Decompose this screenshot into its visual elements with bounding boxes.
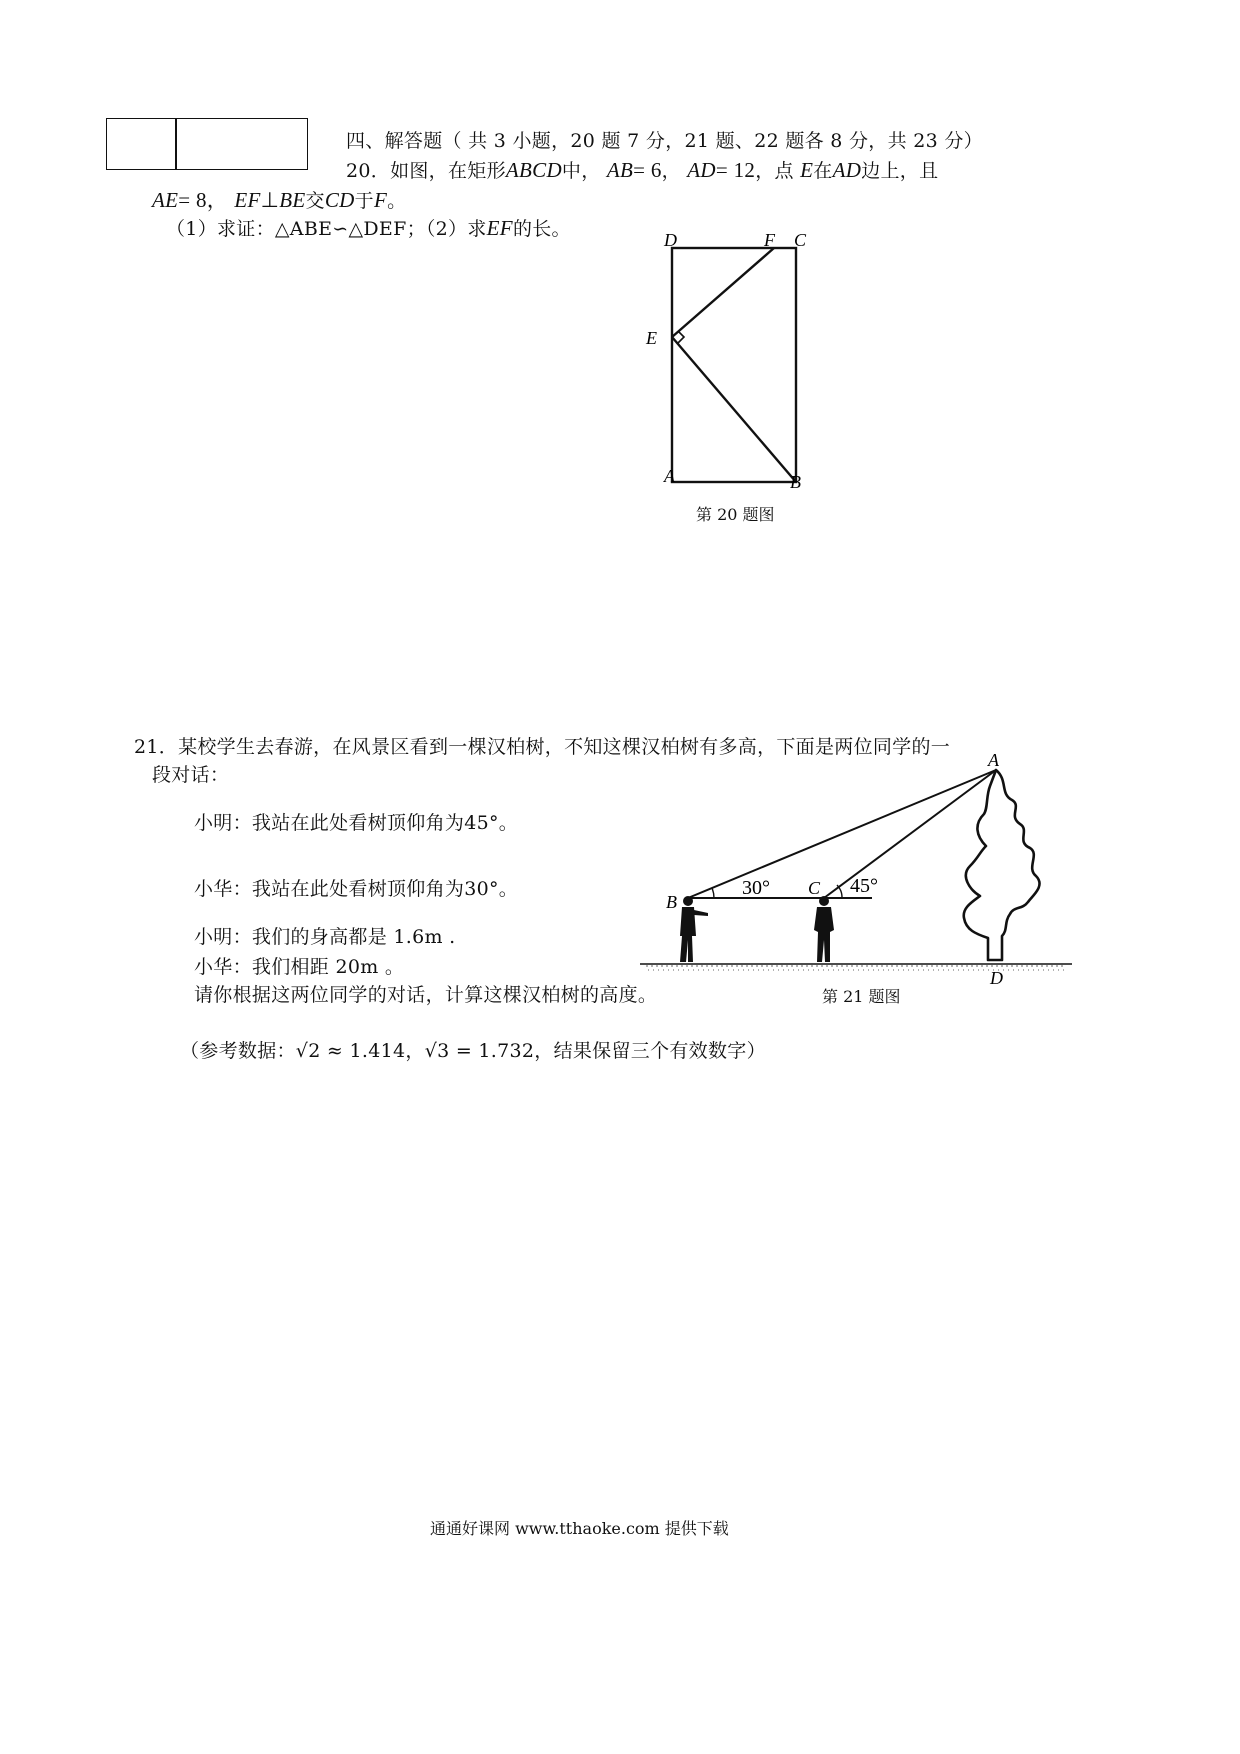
label-d: D xyxy=(664,230,677,250)
label-c: C xyxy=(808,878,821,898)
right-angle-mark xyxy=(678,331,684,343)
score-box-divider xyxy=(175,119,177,169)
segment-be xyxy=(672,337,796,482)
q20-parts: （1）求证：△ABE∽△DEF；（2）求EF的长。 xyxy=(166,216,571,240)
label-d: D xyxy=(990,968,1003,988)
label-e: E xyxy=(646,328,657,348)
figure-20 xyxy=(640,222,820,492)
q21-dialogue-1: 小明：我站在此处看树顶仰角为45°。 xyxy=(194,812,519,834)
q21-dialogue-4: 小华：我们相距 20m 。 xyxy=(194,956,405,978)
sight-line-ba xyxy=(688,770,996,898)
figure-20-caption: 第 20 题图 xyxy=(696,505,775,524)
figure-21-caption: 第 21 题图 xyxy=(822,987,901,1006)
angle-arc-30 xyxy=(712,888,714,898)
q21-line1: 21．某校学生去春游，在风景区看到一棵汉柏树，不知这棵汉柏树有多高，下面是两位同学的一 xyxy=(134,736,951,758)
label-b: B xyxy=(666,892,677,912)
person-b-icon xyxy=(680,896,708,962)
q21-dialogue-5: 请你根据这两位同学的对话，计算这棵汉柏树的高度。 xyxy=(194,984,658,1006)
figure-21 xyxy=(636,750,1076,990)
q21-reference: （参考数据：√2 ≈ 1.414，√3 = 1.732，结果保留三个有效数字） xyxy=(180,1040,766,1062)
label-a: A xyxy=(988,750,999,770)
label-f: F xyxy=(764,230,775,250)
label-c: C xyxy=(794,230,807,250)
page-footer: 通通好课网 www.tthaoke.com 提供下载 xyxy=(430,1519,729,1538)
q21-dialogue-2: 小华：我站在此处看树顶仰角为30°。 xyxy=(194,878,519,900)
q20-line2: AE= 8， EF⊥BE交CD于F。 xyxy=(152,188,407,212)
score-box xyxy=(106,118,308,170)
q21-dialogue-3: 小明：我们的身高都是 1.6m . xyxy=(194,926,456,948)
q21-line2: 段对话： xyxy=(152,764,230,786)
label-b: B xyxy=(790,472,801,492)
section-heading: 四、解答题（ 共 3 小题，20 题 7 分，21 题、22 题各 8 分，共 23 分） xyxy=(346,130,983,152)
angle-label-30: 30° xyxy=(742,877,770,899)
person-c-icon xyxy=(814,896,834,962)
label-a: A xyxy=(664,466,675,486)
angle-label-45: 45° xyxy=(850,875,878,897)
ground-hatching xyxy=(646,966,1068,970)
cypress-tree-icon xyxy=(964,770,1040,960)
q20-line1: 20．如图，在矩形ABCD中， AB= 6， AD= 12，点 E在AD边上，且 xyxy=(346,158,939,182)
segment-ef xyxy=(672,248,774,337)
